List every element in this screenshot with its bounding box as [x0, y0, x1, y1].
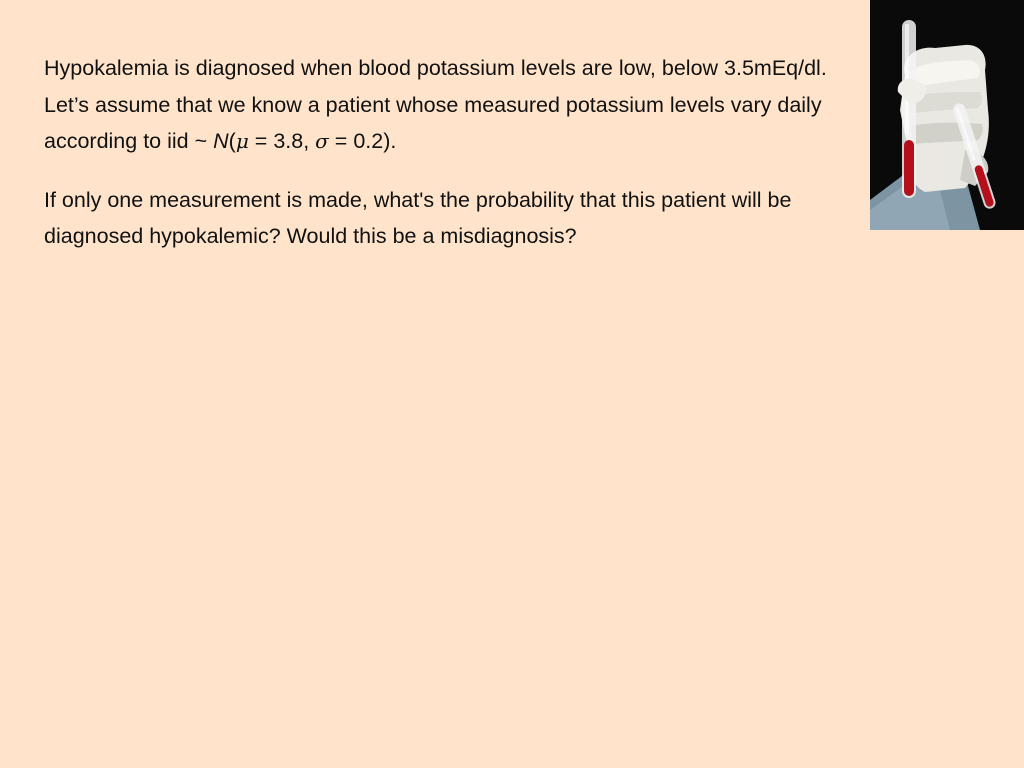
paragraph-1-text: Hypokalemia is diagnosed when blood potassium levels are low, below 3.5mEq/dl. Let’s assume that we know a patient whose measured potassium levels vary daily according to iid ~	[44, 56, 827, 153]
slide-text	[44, 50, 864, 255]
paragraph-hypokalemia-definition	[44, 50, 864, 160]
sigma-symbol: σ	[315, 129, 329, 153]
open-parenthesis: (	[228, 129, 236, 153]
normal-distribution-symbol: N	[213, 129, 229, 153]
blood-test-tubes-photo	[870, 0, 1024, 230]
mu-symbol: μ	[235, 129, 249, 153]
paragraph-question: If only one measurement is made, what's the probability that this patient will be diagnosed hypokalemic? Would this be a misdiagnosis?	[44, 187, 792, 248]
sigma-value: = 0.2).	[328, 129, 397, 153]
test-tubes-illustration	[870, 0, 1024, 230]
mu-value: = 3.8,	[248, 129, 316, 153]
